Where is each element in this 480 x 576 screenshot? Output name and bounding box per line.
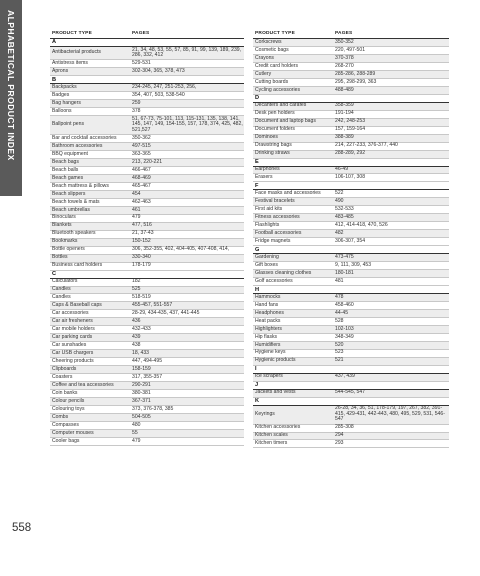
product-type: Coasters (52, 373, 73, 380)
product-type: Hygienic products (255, 357, 296, 364)
product-type: Fridge magnets (255, 237, 291, 244)
page-refs: 482 (335, 229, 344, 236)
section-letter: G (253, 246, 449, 254)
index-row (50, 159, 244, 167)
index-row (253, 55, 449, 63)
page-refs: 234-245, 247, 251-253, 256, (132, 83, 197, 90)
page-refs: 529-531 (132, 60, 151, 67)
product-type: Car accessories (52, 310, 89, 317)
product-type: Drawstring bags (255, 142, 292, 149)
page-refs: 44-45 (335, 309, 349, 316)
page-refs: 380-381 (132, 389, 151, 396)
section-letter: F (253, 182, 449, 190)
index-row (50, 68, 244, 76)
product-type: Crayons (255, 54, 274, 61)
page-refs: 481 (335, 277, 344, 284)
product-type: Football accessories (255, 229, 302, 236)
product-type: Candles (52, 294, 71, 301)
page-refs: 504-505 (132, 413, 151, 420)
index-row (50, 92, 244, 100)
page-refs: 259 (132, 99, 141, 106)
index-rows-left (50, 39, 244, 446)
product-type: Beach umbrellas (52, 206, 90, 213)
page-refs: 268-270 (335, 62, 354, 69)
index-row (50, 263, 244, 271)
page-refs: 488-489 (335, 86, 354, 93)
page-refs: 378 (132, 107, 141, 114)
index-row (50, 116, 244, 135)
index-row (253, 270, 449, 278)
product-type: Badges (52, 91, 70, 98)
page-refs: 388-389 (335, 134, 354, 141)
index-row (50, 151, 244, 159)
product-type: Document and laptop bags (255, 118, 316, 125)
product-type: Cutting boards (255, 78, 289, 85)
page-refs: 55 (132, 429, 138, 436)
index-rows-right (253, 39, 449, 448)
product-type: Ice scrapers (255, 373, 283, 380)
product-type: Bag hangers (52, 99, 81, 106)
index-row (50, 135, 244, 143)
product-type: Kitchen accessories (255, 424, 301, 431)
column-header (253, 29, 449, 39)
page-refs: 28-29, 434-435, 437, 441-445 (132, 310, 200, 317)
index-row (253, 390, 449, 398)
page-refs: 455-457, 551-557 (132, 302, 173, 309)
product-type: Car sunshades (52, 341, 87, 348)
index-row (253, 358, 449, 366)
page-number: 558 (12, 522, 32, 534)
index-row (50, 366, 244, 374)
page-refs: 21, 34, 48, 53, 55, 57, 85, 91, 99, 139, 189, 239, 286, 332, 412 (132, 46, 242, 59)
product-type: Computer mouses (52, 429, 94, 436)
index-row (50, 175, 244, 183)
product-type: Backpacks (52, 83, 77, 90)
product-type: Beach balls (52, 166, 79, 173)
page-refs: 462-463 (132, 198, 151, 205)
product-type: Cosmetic bags (255, 46, 289, 53)
page-refs: 473-475 (335, 253, 354, 260)
index-row (253, 310, 449, 318)
header-product-type: PRODUCT TYPE (52, 31, 92, 36)
page-refs: 295, 298-299, 363 (335, 78, 377, 85)
index-row (50, 199, 244, 207)
product-type: Hand fans (255, 301, 279, 308)
section-letter: A (50, 39, 244, 47)
section-letter: B (50, 76, 244, 84)
index-row (50, 358, 244, 366)
page-refs: 106-107, 308 (335, 174, 366, 181)
page-refs: 358-359 (335, 102, 354, 109)
page-refs: 242, 248-253 (335, 118, 366, 125)
page-refs: 18, 433 (132, 349, 149, 356)
product-type: Aprons (52, 68, 69, 74)
product-type: Cycling accessories (255, 86, 301, 93)
index-row (50, 382, 244, 390)
page-refs: 354, 407, 503, 538-540 (132, 91, 185, 98)
product-type: Bluetooth speakers (52, 230, 96, 237)
section-letter: I (253, 366, 449, 374)
page-refs: 465-467 (132, 182, 151, 189)
product-type: Corkscrews (255, 38, 282, 45)
header-product-type: PRODUCT TYPE (255, 31, 295, 36)
page-refs: 528 (335, 317, 344, 324)
index-row (253, 406, 449, 425)
index-row (253, 47, 449, 55)
index-row (253, 151, 449, 159)
product-type: Beach towels & mats (52, 198, 100, 205)
page-refs: 370-378 (335, 54, 354, 61)
product-type: Keyrings (255, 410, 275, 417)
page-refs: 182 (132, 278, 141, 285)
page-refs: 158-159 (132, 365, 151, 372)
page-refs: 157, 159-164 (335, 126, 366, 133)
page-refs: 285-286, 288-289 (335, 70, 376, 77)
page-refs: 290-291 (132, 381, 151, 388)
page-refs: 497-515 (132, 142, 151, 149)
page-refs: 150-152 (132, 238, 151, 245)
product-type: Humidifiers (255, 341, 281, 348)
product-type: Cooler bags (52, 437, 80, 444)
page-refs: 522 (335, 190, 344, 197)
page-refs: 479 (132, 214, 141, 221)
product-type: Colour pencils (52, 397, 85, 404)
product-type: Beach bags (52, 158, 79, 165)
product-type: Business card holders (52, 262, 103, 269)
page-refs: 21, 37-43 (132, 230, 154, 237)
page-refs: 466-467 (132, 166, 151, 173)
index-row (253, 318, 449, 326)
index-row (50, 422, 244, 430)
index-column-left (50, 29, 244, 446)
page-refs: 306-307, 354 (335, 237, 366, 244)
product-type: Bottle openers (52, 246, 85, 253)
product-type: First aid kits (255, 206, 283, 213)
index-row (253, 262, 449, 270)
product-type: Earphones (255, 166, 280, 173)
index-row (253, 278, 449, 286)
page-refs: 454 (132, 190, 141, 197)
product-type: Document folders (255, 126, 295, 133)
product-type: Binoculars (52, 214, 76, 221)
page-refs: 373, 376-378, 385 (132, 405, 174, 412)
product-type: Caps & Baseball caps (52, 302, 102, 309)
index-row (50, 398, 244, 406)
index-row (253, 374, 449, 382)
product-type: Coffee and tea accessories (52, 381, 114, 388)
index-row (253, 238, 449, 246)
product-type: Hygiene keys (255, 349, 286, 356)
page-refs: 544-545, 547 (335, 389, 366, 396)
product-type: Flashlights (255, 221, 280, 228)
index-row (50, 279, 244, 287)
page-refs: 437, 439 (335, 373, 355, 380)
product-type: Fitness accessories (255, 214, 300, 220)
product-type: Car mobile holders (52, 326, 95, 333)
column-header (50, 29, 244, 39)
product-type: Jackets and vests (255, 389, 296, 396)
index-row (253, 79, 449, 87)
page-refs: 436 (132, 318, 141, 325)
index-row (50, 143, 244, 151)
page-refs: 367-371 (132, 397, 151, 404)
page-refs: 214, 227-233, 376-377, 440 (335, 142, 398, 149)
index-row (50, 414, 244, 422)
page-refs: 477, 516 (132, 222, 152, 229)
product-type: Antistress items (52, 60, 88, 67)
page-refs: 447, 494-495 (132, 357, 163, 364)
product-type: Bar and cocktail accessories (52, 134, 117, 141)
page-refs: 191-194 (335, 110, 354, 117)
page-refs: 521 (335, 357, 344, 364)
page-refs: 461 (132, 206, 141, 213)
product-type: Bookmarks (52, 238, 78, 245)
product-type: Festival bracelets (255, 198, 295, 205)
product-type: Kitchen timers (255, 440, 288, 447)
page-refs: 523 (335, 349, 344, 356)
page-refs: 302-304, 365, 378, 473 (132, 68, 185, 74)
product-type: Compasses (52, 421, 79, 428)
product-type: Bathroom accessories (52, 142, 103, 149)
product-type: Credit card holders (255, 62, 299, 69)
index-row (253, 326, 449, 334)
product-type: Erasers (255, 174, 273, 181)
page-refs: 220, 497-501 (335, 46, 366, 53)
index-row (50, 207, 244, 215)
page-refs: 180-181 (335, 269, 354, 276)
product-type: Highlighters (255, 325, 282, 332)
index-row (253, 174, 449, 182)
index-row (253, 334, 449, 342)
product-type: BBQ equipment (52, 150, 88, 157)
page-refs: 490 (335, 198, 344, 205)
index-row (50, 183, 244, 191)
page-refs: 294 (335, 432, 344, 439)
page-refs: 479 (132, 437, 141, 444)
page-refs: 438 (132, 341, 141, 348)
product-type: Ballpoint pens (52, 121, 85, 128)
section-letter: D (253, 95, 449, 103)
product-type: Colouring toys (52, 405, 85, 412)
index-row (50, 430, 244, 438)
product-type: Desk pen holders (255, 110, 295, 117)
page-refs: 213, 220-221 (132, 158, 163, 165)
section-letter: H (253, 286, 449, 294)
product-type: Combs (52, 413, 69, 420)
product-type: Gardening (255, 253, 279, 260)
product-type: Beach slippers (52, 190, 86, 197)
page-refs: 348-349 (335, 333, 354, 340)
index-column-right (253, 29, 449, 448)
product-type: Gift boxes (255, 261, 278, 268)
side-tab (0, 0, 22, 196)
product-type: Face masks and accessories (255, 190, 321, 197)
page-refs: 9, 111, 309, 453 (335, 261, 372, 268)
page-refs: 483-485 (335, 214, 354, 220)
index-row (253, 87, 449, 95)
page-refs: 432-433 (132, 326, 151, 333)
index-row (50, 390, 244, 398)
product-type: Golf accessories (255, 277, 293, 284)
page-refs: 102-103 (335, 325, 354, 332)
section-letter: C (50, 271, 244, 279)
page-refs: 26-28, 34, 36, 51, 178-179, 197, 267, 382, 391-415, 429-431, 442-443, 480, 495, 529, 531, 546-547 (335, 405, 445, 423)
product-type: Hammocks (255, 293, 281, 300)
product-type: Dominoes (255, 134, 278, 141)
index-row (253, 71, 449, 79)
product-type: Glasses cleaning clothes (255, 269, 312, 276)
page-refs: 468-469 (132, 174, 151, 181)
index-row (50, 47, 244, 60)
product-type: Car USB chargers (52, 349, 94, 356)
page-refs: 288-289, 292 (335, 150, 366, 157)
header-pages: PAGES (132, 31, 150, 36)
page-refs: 178-179 (132, 262, 151, 269)
index-row (50, 100, 244, 108)
product-type: Cheering products (52, 357, 94, 364)
product-type: Blankets (52, 222, 72, 229)
page-refs: 518-519 (132, 294, 151, 301)
header-pages: PAGES (335, 31, 353, 36)
page-refs: 412, 414-418, 470, 526 (335, 221, 388, 228)
index-row (253, 294, 449, 302)
page-refs: 532-533 (335, 206, 354, 213)
index-row (50, 108, 244, 116)
section-letter: K (253, 398, 449, 406)
page-refs: 480 (132, 421, 141, 428)
product-type: Beach mattress & pillows (52, 182, 109, 189)
product-type: Candles (52, 286, 71, 293)
page-refs: 306, 352-355, 402, 404-405, 407-408, 414, (132, 246, 230, 253)
index-row (253, 440, 449, 448)
index-row (50, 374, 244, 382)
product-type: Hip flasks (255, 333, 278, 340)
product-type: Drinking straws (255, 150, 290, 157)
index-row (50, 406, 244, 414)
index-row (50, 438, 244, 446)
index-row (253, 39, 449, 47)
product-type: Bottles (52, 254, 68, 261)
product-type: Car air fresheners (52, 318, 93, 325)
page-refs: 330-340 (132, 254, 151, 261)
product-type: Beach games (52, 174, 84, 181)
product-type: Kitchen scales (255, 432, 288, 439)
product-type: Calculators (52, 278, 78, 285)
index-row (253, 302, 449, 310)
product-type: Decanters and carafes (255, 102, 307, 109)
product-type: Heat packs (255, 317, 281, 324)
product-type: Headphones (255, 309, 284, 316)
page-refs: 293 (335, 440, 344, 447)
page-refs: 317, 355-357 (132, 373, 163, 380)
page-refs: 363-365 (132, 150, 151, 157)
index-row (50, 167, 244, 175)
page-refs: 525 (132, 286, 141, 293)
page-refs: 350-362 (132, 134, 151, 141)
page-refs: 51, 67-73, 75-101, 113, 115-131, 135, 138, 141, 145, 147, 149, 154-155, 157, 178, 374, 425, 482, 521,527 (132, 115, 243, 133)
page-refs: 350-352 (335, 38, 354, 45)
side-tab-label: ALPHABETICAL PRODUCT INDEX (6, 10, 16, 161)
section-letter: J (253, 382, 449, 390)
index-row (253, 254, 449, 262)
page-refs: 46-49 (335, 166, 349, 173)
product-type: Cutlery (255, 70, 272, 77)
page-refs: 478 (335, 293, 344, 300)
product-type: Coin banks (52, 389, 78, 396)
product-type: Clipboards (52, 365, 77, 372)
section-letter: E (253, 159, 449, 167)
page-refs: 439 (132, 334, 141, 340)
product-type: Antibacterial products (52, 49, 101, 56)
page-refs: 458-460 (335, 301, 354, 308)
page-refs: 285-308 (335, 424, 354, 431)
product-type: Car parking cards (52, 334, 93, 340)
index-row (253, 63, 449, 71)
page-refs: 520 (335, 341, 344, 348)
product-type: Balloons (52, 107, 72, 114)
index-row (50, 191, 244, 199)
